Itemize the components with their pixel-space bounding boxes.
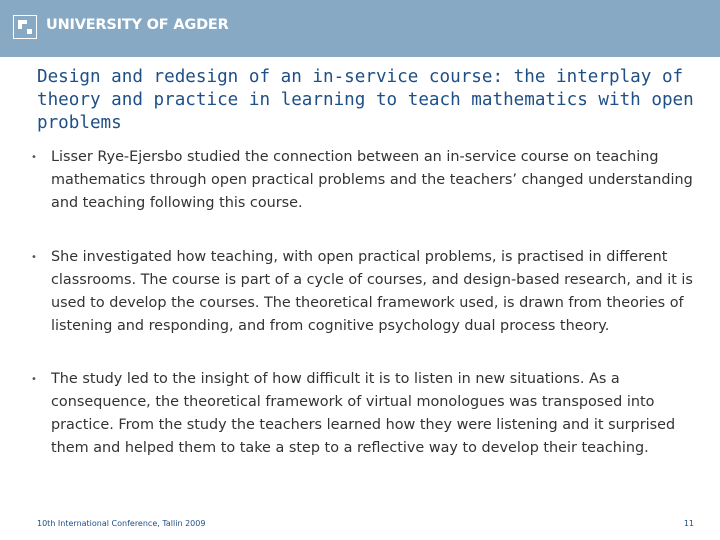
bullet-item — [31, 368, 701, 460]
footer-page-number: 11 — [683, 519, 694, 528]
bullet-dot-icon: • — [31, 374, 37, 385]
header-bar — [0, 0, 720, 57]
slide-title: Design and redesign of an in-service course: the interplay of theory and practice in learning to teach mathematics with open problems — [37, 67, 694, 133]
footer-conference: 10th International Conference, Tallin 2009 — [37, 519, 206, 528]
university-logo-icon — [13, 15, 37, 39]
bullet-text: Lisser Rye-Ejersbo studied the connection between an in-service course on teaching mathematics through open practical problems and the teachers’ changed understanding and teaching following this course. — [51, 149, 693, 211]
bullet-dot-icon: • — [31, 152, 37, 163]
bullet-text: The study led to the insight of how difficult it is to listen in new situations. As a consequence, the theoretical framework of virtual monologues was transposed into practice. From the study the teachers learned how they were listening and it surprised them and helped them to take a step to a reflective way to develop their teaching. — [51, 371, 676, 456]
bullet-item — [31, 146, 701, 215]
bullet-item — [31, 246, 701, 338]
university-name: UNIVERSITY OF AGDER — [46, 17, 229, 33]
bullet-text: She investigated how teaching, with open practical problems, is practised in different classrooms. The course is part of a cycle of courses, and design-based research, and it is used to develop the courses. The theoretical framework used, is drawn from theories of listening and responding, and from cognitive psychology dual process theory. — [51, 249, 693, 334]
bullet-dot-icon: • — [31, 252, 37, 263]
bullet-list — [31, 146, 701, 460]
